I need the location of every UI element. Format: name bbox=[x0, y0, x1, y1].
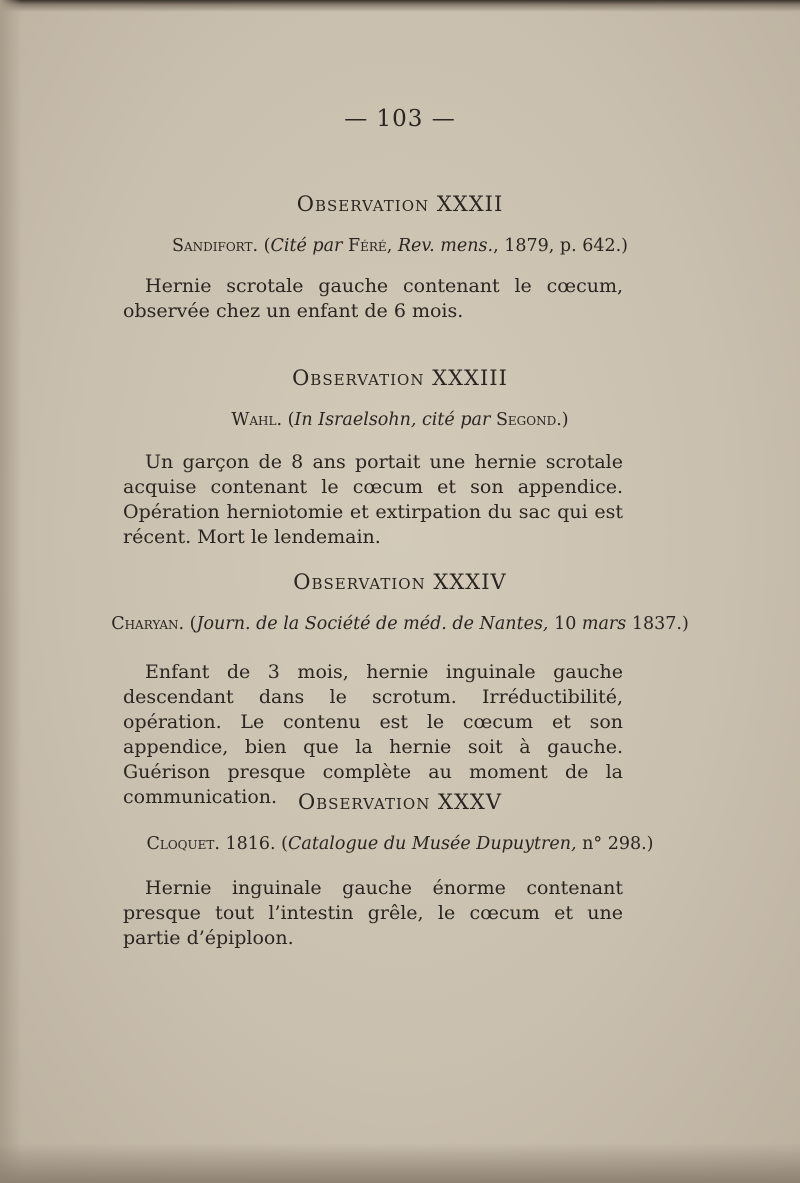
source-author: Wahl. bbox=[231, 410, 283, 430]
source-journal: Catalogue du Musée Dupuytren, bbox=[288, 834, 577, 854]
source-cite: Cité par bbox=[270, 236, 343, 256]
source-open: ( bbox=[258, 236, 271, 256]
source-open: ( bbox=[282, 410, 295, 430]
paragraph: Un garçon de 8 ans portait une hernie scrotale acquise contenant le cœcum et son appendice. Opération herniotomie et extirpation du sac qui est récent. Mort le lendemain. bbox=[123, 451, 623, 548]
observation-34-source bbox=[0, 614, 800, 634]
observation-33-source bbox=[0, 410, 800, 430]
page-number: — 103 — bbox=[344, 106, 456, 132]
paragraph: Enfant de 3 mois, hernie inguinale gauche descendant dans le scrotum. Irréductibilité, opération. Le contenu est le cœcum et son appendice, bien que la hernie soit à gauche. Guérison presque complète au moment de la communication. bbox=[123, 661, 623, 808]
observation-34-title: Observation XXXIV bbox=[293, 570, 507, 594]
observation-35-title: Observation XXXV bbox=[297, 790, 503, 814]
page-bottom-edge bbox=[0, 1143, 800, 1183]
observation-33-title: Observation XXXIII bbox=[292, 366, 508, 390]
observation-32-source bbox=[0, 236, 800, 256]
source-ref-author: Féré, bbox=[348, 236, 393, 256]
source-month: mars bbox=[581, 614, 627, 634]
paragraph: Hernie inguinale gauche énorme contenant presque tout l’intestin grêle, le cœcum et une partie d’épiploon. bbox=[123, 877, 623, 949]
source-rest: ) bbox=[561, 410, 569, 430]
source-journal: Rev. mens. bbox=[397, 236, 494, 256]
observation-34-text bbox=[123, 660, 623, 810]
source-author: Sandifort. bbox=[172, 236, 259, 256]
observation-32-text bbox=[123, 274, 623, 324]
source-ref-author: Segond. bbox=[495, 410, 562, 430]
source-cite: In Israelsohn, cité par bbox=[294, 410, 491, 430]
source-rest: n° 298.) bbox=[576, 834, 654, 854]
observation-32-title: Observation XXXII bbox=[296, 192, 504, 216]
source-rest-b: 1837.) bbox=[626, 614, 689, 634]
source-author: Charyan. bbox=[111, 614, 185, 634]
paragraph: Hernie scrotale gauche contenant le cœcum, observée chez un enfant de 6 mois. bbox=[123, 275, 623, 322]
source-year: 1816. ( bbox=[219, 834, 289, 854]
observation-33-text bbox=[123, 450, 623, 550]
source-open: ( bbox=[184, 614, 197, 634]
source-author: Cloquet. bbox=[146, 834, 220, 854]
observation-35-text bbox=[123, 876, 623, 951]
source-rest: , 1879, p. 642.) bbox=[493, 236, 628, 256]
observation-35-source bbox=[0, 834, 800, 854]
page-top-edge bbox=[0, 0, 800, 12]
source-rest-a: 10 bbox=[548, 614, 582, 634]
source-journal: Journ. de la Société de méd. de Nantes, bbox=[196, 614, 549, 634]
